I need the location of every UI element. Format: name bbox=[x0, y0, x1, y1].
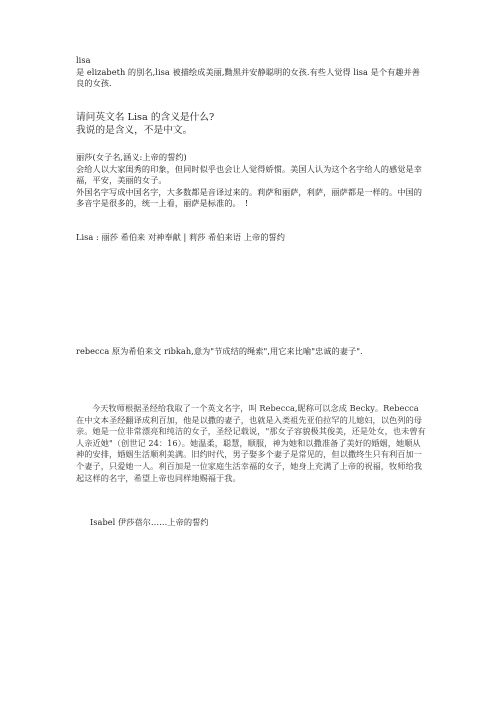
clarification-line: 我说的是含义，不是中文。 bbox=[76, 125, 193, 136]
paragraph-question bbox=[76, 111, 426, 137]
paragraph-lisa-intro bbox=[76, 55, 426, 90]
paragraph-rebecca-story bbox=[76, 403, 426, 484]
heading-lisa: lisa bbox=[76, 55, 91, 65]
answer-title: 丽莎(女子名,涵义:上帝的誓约) bbox=[76, 152, 187, 162]
lisa-description: 是 elizabeth 的別名,lisa 被描绘成美丽,黝黑并安静聪明的女孩.有些人觉得 lisa 是个有趣并善良的女孩. bbox=[76, 66, 421, 89]
paragraph-lisa-meaning bbox=[76, 232, 426, 244]
rebecca-origin-line: rebecca 原为希伯来文 ribkah,意为"节成结的绳索",用它来比喻"忠诚的妻子". bbox=[76, 346, 363, 356]
rebecca-story-text: 今天牧师根据圣经给我取了一个英文名字，叫 Rebecca,昵称可以念成 Becky。Rebecca 在中文本圣经翻译成利百加，他是以撒的妻子，也就是入类祖先亚伯拉罕的儿媳妇，以色列的母亲。她是一位非常漂亮和纯洁的女子，圣经记载说，"那女子容貌极其俊美，还是处女，也未曾有人亲近她"（创世记 24：16）。她温柔，聪慧，顺服，神为她和以撒准备了美好的婚姻，她顺从神的安排，婚姻生活顺利美满。旧约时代，男子娶多个妻子是常见的，但以撒终生只有利百加一个妻子，只爱她一人。利百加是一位家庭生活幸福的女子，她身上充满了上帝的祝福，牧师给我起这样的名字，希望上帝也同样地赐福于我。 bbox=[76, 403, 426, 483]
paragraph-answer bbox=[76, 152, 426, 210]
question-line: 请问英文名 Lisa 的含义是什么? bbox=[76, 112, 215, 123]
lisa-meaning-line: Lisa : 丽莎 希伯来 对神奉献 | 莉莎 希伯来语 上帝的誓约 bbox=[76, 232, 285, 242]
paragraph-isabel bbox=[90, 517, 440, 529]
answer-transliteration: 外国名字写成中国名字，大多数都是音译过来的。莉萨和丽萨，利萨，丽萨都是一样的。中国的多音字是很多的，统一上看，丽萨是标准的。 ! bbox=[76, 186, 422, 209]
isabel-line: Isabel 伊莎蓓尔……上帝的誓约 bbox=[90, 517, 209, 527]
answer-impression: 会给人以大家闺秀的印象，但同时似乎也会让人觉得娇惯。美国人认为这个名字给人的感觉是幸福，平安，美丽的女子。 bbox=[76, 163, 422, 186]
paragraph-rebecca-origin bbox=[76, 346, 426, 358]
